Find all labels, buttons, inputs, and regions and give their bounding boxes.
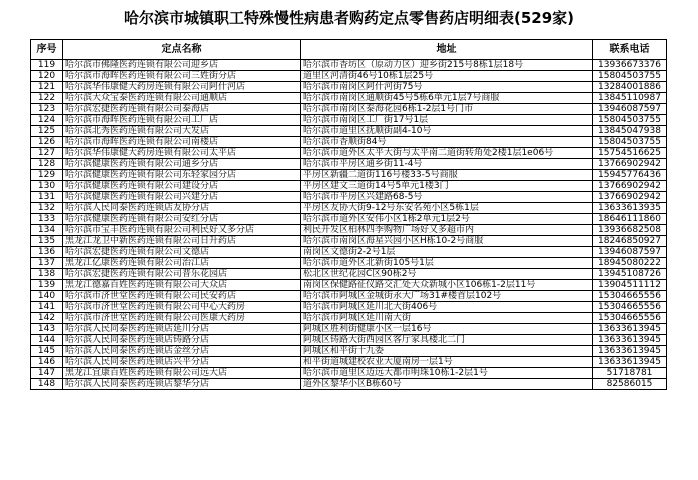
- table-row: [31, 126, 667, 137]
- cell-address: 哈尔滨市南岗区工厂街17号1层: [301, 115, 593, 126]
- cell-name: 黑龙江宜康百姓医药连锁有限公司远大店: [63, 368, 301, 379]
- cell-no: 122: [31, 93, 63, 104]
- cell-phone: 15804503755: [593, 115, 667, 126]
- table-row: [31, 192, 667, 203]
- cell-no: 124: [31, 115, 63, 126]
- cell-name: 哈尔滨市济世堂医药连锁有限公司中心大药房: [63, 302, 301, 313]
- cell-name: 哈尔滨大众宝泰医药连锁有限公司通顺店: [63, 93, 301, 104]
- cell-no: 147: [31, 368, 63, 379]
- cell-no: 119: [31, 60, 63, 71]
- cell-no: 134: [31, 225, 63, 236]
- cell-address: 南岗区文德街2-2号1层: [301, 247, 593, 258]
- cell-name: 哈尔滨市济世堂医药连锁有限公司医康大药房: [63, 313, 301, 324]
- cell-phone: 13936673376: [593, 60, 667, 71]
- cell-no: 125: [31, 126, 63, 137]
- cell-phone: 15804503755: [593, 71, 667, 82]
- header-no: 序号: [31, 40, 63, 60]
- cell-name: 黑龙江龙卫中新医药连锁有限公司日升药店: [63, 236, 301, 247]
- table-header-row: [31, 40, 667, 60]
- cell-address: 利民开发区柏林四季购物广场好又多超市内: [301, 225, 593, 236]
- header-name: 定点名称: [63, 40, 301, 60]
- cell-phone: 13633613945: [593, 324, 667, 335]
- cell-phone: 82586015: [593, 379, 667, 390]
- header-phone: 联系电话: [593, 40, 667, 60]
- cell-address: 哈尔滨市香顺街84号: [301, 137, 593, 148]
- cell-phone: 13633613935: [593, 203, 667, 214]
- cell-no: 138: [31, 269, 63, 280]
- cell-phone: 13845047938: [593, 126, 667, 137]
- cell-phone: 13936682508: [593, 225, 667, 236]
- cell-no: 137: [31, 258, 63, 269]
- cell-phone: 15304665556: [593, 313, 667, 324]
- cell-address: 平房区新疆二道街116号楼33-5号商服: [301, 170, 593, 181]
- cell-no: 132: [31, 203, 63, 214]
- table-row: [31, 357, 667, 368]
- table-row: [31, 346, 667, 357]
- cell-name: 哈尔滨华伟康健大药房连锁有限公司太平店: [63, 148, 301, 159]
- cell-phone: 51718781: [593, 368, 667, 379]
- cell-phone: 13766902942: [593, 159, 667, 170]
- cell-no: 141: [31, 302, 63, 313]
- cell-no: 130: [31, 181, 63, 192]
- table-row: [31, 104, 667, 115]
- table-row: [31, 71, 667, 82]
- table-row: [31, 324, 667, 335]
- cell-phone: 13946087597: [593, 104, 667, 115]
- header-address: 地址: [301, 40, 593, 60]
- table-row: [31, 313, 667, 324]
- cell-address: 哈尔滨市南岗区阿什河街75号: [301, 82, 593, 93]
- cell-address: 哈尔滨市道外区太平大街与太平南二道街转角处2楼1层1e06号: [301, 148, 593, 159]
- cell-address: 平房区友协大街9-12号东安名苑小区5栋1层: [301, 203, 593, 214]
- cell-no: 148: [31, 379, 63, 390]
- cell-phone: 13945108726: [593, 269, 667, 280]
- cell-address: 阿城区铸路大街西园区客厅家具楼北二门: [301, 335, 593, 346]
- cell-name: 哈尔滨市宝丰医药连锁有限公司利民好又多分店: [63, 225, 301, 236]
- cell-phone: 13904511112: [593, 280, 667, 291]
- cell-phone: 13284001886: [593, 82, 667, 93]
- cell-name: 哈尔滨北秀医药连锁有限公司大发店: [63, 126, 301, 137]
- cell-name: 哈尔滨健康医药连锁有限公司安红分店: [63, 214, 301, 225]
- cell-name: 哈尔滨华伟康健大药房连锁有限公司阿什河店: [63, 82, 301, 93]
- cell-address: 哈尔滨市南岗区泰海花园6栋1-2层1号门市: [301, 104, 593, 115]
- pharmacy-table: [30, 39, 667, 390]
- cell-no: 133: [31, 214, 63, 225]
- cell-name: 黑龙江德嘉百姓医药连锁有限公司大众店: [63, 280, 301, 291]
- table-row: [31, 269, 667, 280]
- cell-no: 143: [31, 324, 63, 335]
- cell-phone: 15804503755: [593, 137, 667, 148]
- cell-address: 哈尔滨市南岗区海星兴园小区H栋10-2号商服: [301, 236, 593, 247]
- cell-no: 128: [31, 159, 63, 170]
- cell-address: 阿城区和平街十九委: [301, 346, 593, 357]
- cell-phone: 13766902942: [593, 192, 667, 203]
- cell-address: 哈尔滨市阿城区金城街永大广场31#楼首层102号: [301, 291, 593, 302]
- table-row: [31, 247, 667, 258]
- cell-no: 120: [31, 71, 63, 82]
- table-row: [31, 280, 667, 291]
- cell-no: 144: [31, 335, 63, 346]
- cell-address: 和平街道城建校农业大厦南房一层1号: [301, 357, 593, 368]
- cell-address: 道外区黎华小区B栋60号: [301, 379, 593, 390]
- table-row: [31, 93, 667, 104]
- cell-address: 南岗区保健路征仪路交汇处大众新城小区106栋1-2层11号: [301, 280, 593, 291]
- cell-no: 145: [31, 346, 63, 357]
- cell-name: 哈尔滨市海晖医药连锁有限公司三姓街分店: [63, 71, 301, 82]
- cell-name: 哈尔滨宏捷医药连锁有限公司泰海店: [63, 104, 301, 115]
- table-row: [31, 368, 667, 379]
- cell-no: 146: [31, 357, 63, 368]
- cell-phone: 15304665556: [593, 291, 667, 302]
- table-row: [31, 379, 667, 390]
- cell-name: 哈尔滨人民同泰医药连锁店黎华分店: [63, 379, 301, 390]
- cell-no: 135: [31, 236, 63, 247]
- cell-name: 哈尔滨健康医药连锁有限公司建设分店: [63, 181, 301, 192]
- cell-name: 黑龙江亿康医药连锁有限公司治江店: [63, 258, 301, 269]
- cell-name: 哈尔滨健康医药连锁有限公司通乡分店: [63, 159, 301, 170]
- cell-address: 哈尔滨市阿城区延川南大街: [301, 313, 593, 324]
- cell-phone: 15304665556: [593, 302, 667, 313]
- table-row: [31, 137, 667, 148]
- cell-phone: 15945776436: [593, 170, 667, 181]
- table-row: [31, 258, 667, 269]
- cell-address: 松北区世纪花园C区90栋2号: [301, 269, 593, 280]
- cell-address: 哈尔滨市道里区抚顺街副4-10号: [301, 126, 593, 137]
- cell-phone: 13946087597: [593, 247, 667, 258]
- cell-address: 哈尔滨市道里区迈远大都市明珠10栋1-2层1号: [301, 368, 593, 379]
- cell-no: 129: [31, 170, 63, 181]
- table-row: [31, 115, 667, 126]
- table-row: [31, 170, 667, 181]
- table-row: [31, 302, 667, 313]
- cell-no: 131: [31, 192, 63, 203]
- table-row: [31, 181, 667, 192]
- cell-name: 哈尔滨人民同泰医药连锁店金丝分店: [63, 346, 301, 357]
- cell-name: 哈尔滨市海晖医药连锁有限公司工厂店: [63, 115, 301, 126]
- cell-no: 140: [31, 291, 63, 302]
- table-row: [31, 335, 667, 346]
- table-row: [31, 291, 667, 302]
- cell-address: 哈尔滨市南岗区通顺街45号5栋6单元1层7号商服: [301, 93, 593, 104]
- table-row: [31, 236, 667, 247]
- table-row: [31, 82, 667, 93]
- cell-name: 哈尔滨市济世堂医药连锁有限公司民安药店: [63, 291, 301, 302]
- cell-address: 哈尔滨市阿城区延川北大街406号: [301, 302, 593, 313]
- cell-no: 121: [31, 82, 63, 93]
- cell-address: 哈尔滨市平房区通乡街11-4号: [301, 159, 593, 170]
- cell-phone: 13633613945: [593, 335, 667, 346]
- cell-phone: 18945080222: [593, 258, 667, 269]
- table-row: [31, 203, 667, 214]
- cell-no: 127: [31, 148, 63, 159]
- cell-phone: 15754516625: [593, 148, 667, 159]
- cell-no: 136: [31, 247, 63, 258]
- cell-name: 哈尔滨健康医药连锁有限公司东轻家园分店: [63, 170, 301, 181]
- cell-phone: 13633613945: [593, 346, 667, 357]
- cell-phone: 18246850927: [593, 236, 667, 247]
- cell-name: 哈尔滨市佛隆医药连锁有限公司迎乡店: [63, 60, 301, 71]
- table-row: [31, 159, 667, 170]
- cell-address: 哈尔滨市道外区安伟小区1栋2单元1层2号: [301, 214, 593, 225]
- cell-phone: 18646111860: [593, 214, 667, 225]
- table-row: [31, 148, 667, 159]
- cell-name: 哈尔滨宏捷医药连锁有限公司普乐花园店: [63, 269, 301, 280]
- cell-name: 哈尔滨人民同泰医药连锁店兴平分店: [63, 357, 301, 368]
- page-title: 哈尔滨市城镇职工特殊慢性病患者购药定点零售药店明细表(529家): [123, 9, 575, 27]
- cell-no: 123: [31, 104, 63, 115]
- cell-no: 139: [31, 280, 63, 291]
- table-body: [31, 60, 667, 390]
- table-row: [31, 225, 667, 236]
- cell-address: 哈尔滨市道外区北新街105号1层: [301, 258, 593, 269]
- table-row: [31, 60, 667, 71]
- cell-name: 哈尔滨宏捷医药连锁有限公司文德店: [63, 247, 301, 258]
- cell-name: 哈尔滨市海晖医药连锁有限公司南楼店: [63, 137, 301, 148]
- cell-address: 哈尔滨市香坊区（原动力区）迎乡街215号8栋1层18号: [301, 60, 593, 71]
- cell-no: 142: [31, 313, 63, 324]
- cell-phone: 13633613945: [593, 357, 667, 368]
- cell-phone: 13766902942: [593, 181, 667, 192]
- cell-name: 哈尔滨人民同泰医药连锁店友协分店: [63, 203, 301, 214]
- cell-address: 道里区河清街46号10栋1层25号: [301, 71, 593, 82]
- cell-address: 平房区建文三道街14号5单元1楼3门: [301, 181, 593, 192]
- cell-no: 126: [31, 137, 63, 148]
- cell-name: 哈尔滨人民同泰医药连锁店延川分店: [63, 324, 301, 335]
- cell-address: 阿城区胜利街健康小区一层16号: [301, 324, 593, 335]
- table-row: [31, 214, 667, 225]
- cell-name: 哈尔滨人民同泰医药连锁店铸路分店: [63, 335, 301, 346]
- cell-name: 哈尔滨健康医药连锁有限公司兴建分店: [63, 192, 301, 203]
- cell-phone: 13845110987: [593, 93, 667, 104]
- cell-address: 哈尔滨市平房区兴建路68-5号: [301, 192, 593, 203]
